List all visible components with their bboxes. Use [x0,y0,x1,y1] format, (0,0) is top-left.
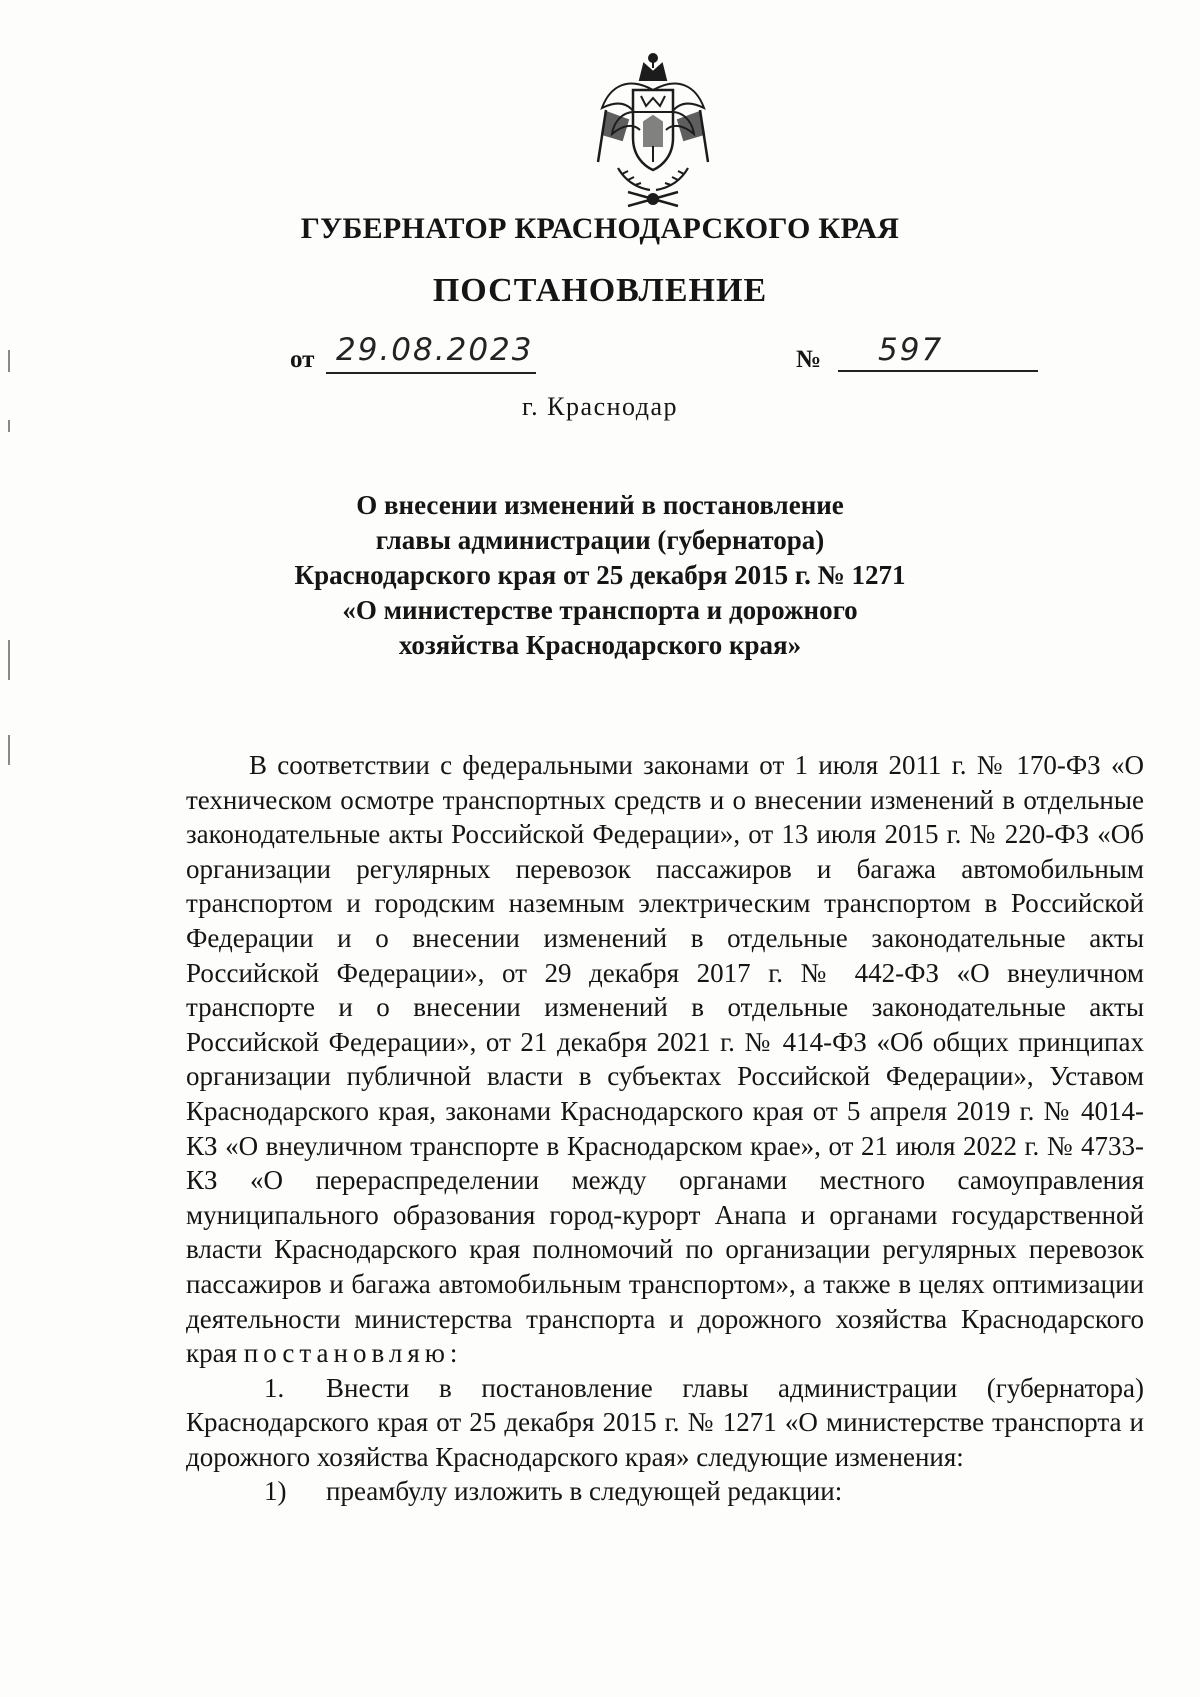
list-item [186,1474,1144,1509]
document-date: 29.08.2023 [326,332,536,374]
preamble-text: В соответствии с федеральными законами от 1 июля 2011 г. № 170-ФЗ «О техническом осмотре транспортных средств и о внесении изменений в отдельные законодательные акты Российской Федерации», от 13 июля 2015 г. № 220-ФЗ «Об организации регулярных перевозок пассажиров и багажа автомобильным транспортом и городским наземным электрическим транспортом в Российской Федерации и о внесении изменений в отдельные законодательные акты Российской Федерации», от 29 декабря 2017 г. № 442-ФЗ «О внеуличном транспорте и о внесении изменений в отдельные законодательные акты Российской Федерации», от 21 декабря 2021 г. № 414-ФЗ «Об общих принципах организации публичной власти в субъектах Российской Федерации», Уставом Краснодарского края, законами Краснодарского края от 5 апреля 2019 г. № 4014-КЗ «О внеуличном транспорте в Краснодарском крае», от 21 июля 2022 г. № 4733-КЗ «О перераспределении между органами местного самоуправления муниципального образования город-курорт Анапа и органами государственной власти Краснодарского края полномочий по организации регулярных перевозок пассажиров и багажа автомобильным транспортом», а также в целях оптимизации деятельности министерства транспорта и дорожного хозяйства Краснодарского края [186,750,1144,1369]
number-label: № [796,346,822,373]
title-line: О внесении изменений в постановление [356,490,844,520]
title-line: хозяйства Краснодарского края» [398,630,802,660]
item-1-paragraph [186,1371,1144,1475]
title-line: главы администрации (губернатора) [375,525,825,555]
coat-of-arms-icon [588,50,718,208]
document-title [200,488,1000,663]
document-number: 597 [838,332,1038,372]
title-line: «О министерстве транспорта и дорожного [342,595,858,625]
date-label: от [290,346,315,373]
subitem-text: преамбулу изложить в следующей редакции: [326,1476,843,1507]
document-type: ПОСТАНОВЛЕНИЕ [432,272,768,309]
item-number: 1. [264,1372,285,1403]
subitem-number: 1) [264,1476,287,1507]
issuing-authority: ГУБЕРНАТОР КРАСНОДАРСКОГО КРАЯ [300,212,900,245]
title-line: Краснодарского края от 25 декабря 2015 г. № 1271 [294,560,906,590]
item-1-text: Внести в постановление главы администрации (губернатора) Краснодарского края от 25 декабря 2015 г. № 1271 «О министерстве транспорта и дорожного хозяйства Краснодарского края» следующие изменения: [186,1372,1144,1472]
city: г. Краснодар [521,392,679,421]
preamble-paragraph [186,748,1144,1371]
date-number-row [0,332,1200,382]
document-body [186,748,1144,1509]
decree-word: постановляю: [243,1338,463,1369]
